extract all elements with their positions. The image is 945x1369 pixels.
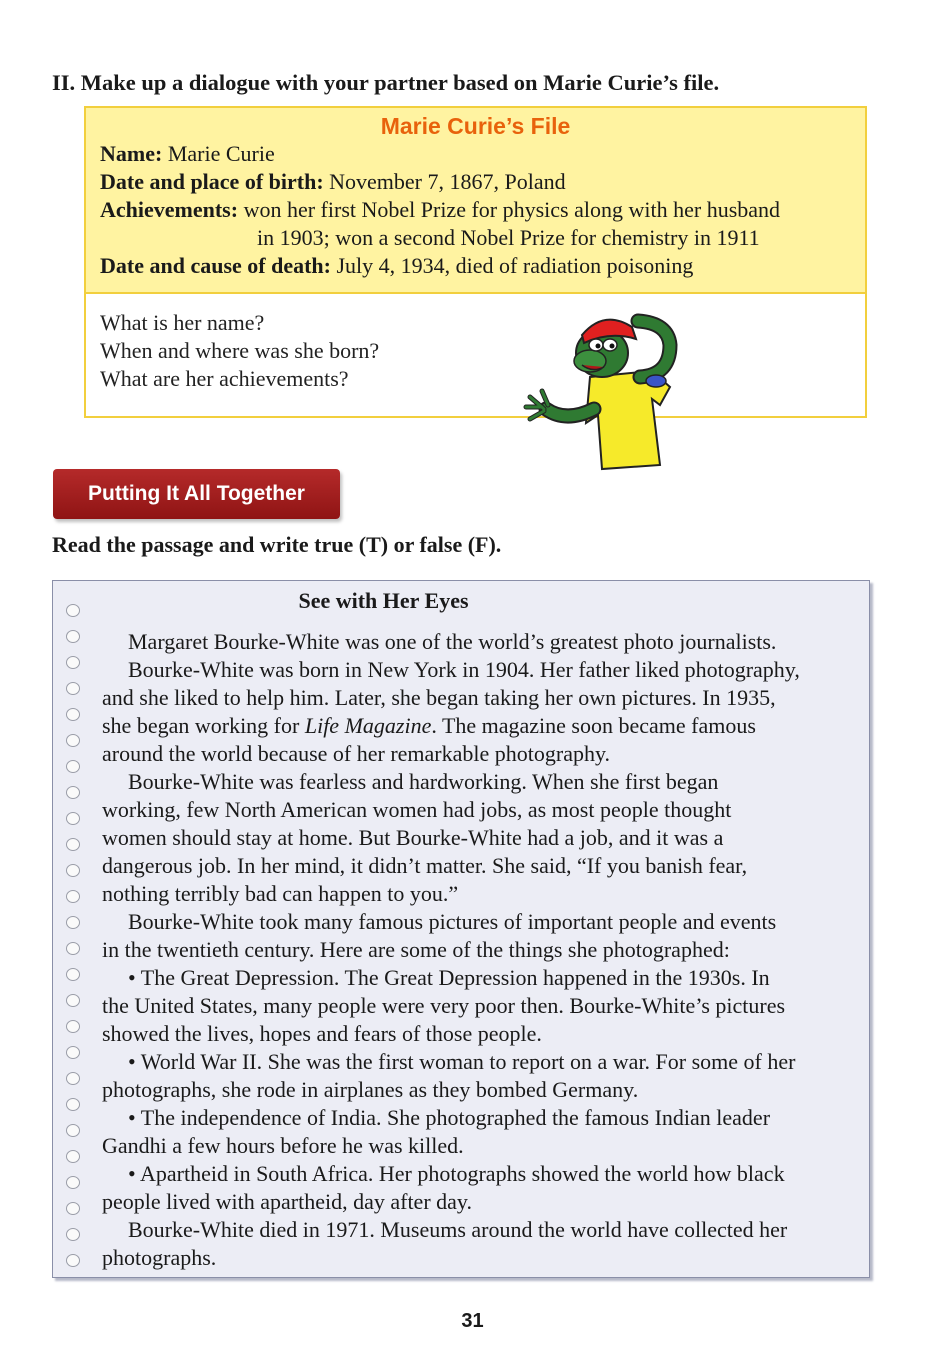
binder-ring [66,682,80,695]
binder-ring [66,1072,80,1085]
binder-ring [66,708,80,721]
passage-line: • The Great Depression. The Great Depression happened in the 1930s. In [128,965,770,990]
binder-ring [66,1124,80,1137]
passage-line: around the world because of her remarkable photography. [102,741,611,766]
passage-line: • World War II. She was the first woman to report on a war. For some of her [128,1049,796,1074]
question-achievements: What are her achievements? [100,366,349,391]
file-label-achievements: Achievements: [100,197,239,222]
passage-title: See with Her Eyes [298,588,469,613]
section-badge: Putting It All Together [53,469,340,519]
passage-line: Bourke-White was fearless and hardworking. When she first began [128,769,719,794]
binder-ring [66,1150,80,1163]
passage-line: photographs. [102,1245,217,1270]
passage-text: she began working for [102,713,305,738]
passage-line: dangerous job. In her mind, it didn’t matter. She said, “If you banish fear, [102,853,748,878]
binder-ring [66,630,80,643]
file-label-name: Name: [100,141,163,166]
binder-ring [66,812,80,825]
file-value-death: July 4, 1934, died of radiation poisoning [336,253,694,278]
passage-line: Bourke-White was born in New York in 1904. Her father liked photography, [128,657,800,682]
binder-ring [66,1020,80,1033]
binder-ring [66,786,80,799]
file-value-birth: November 7, 1867, Poland [329,169,566,194]
binder-ring [66,1228,80,1241]
passage-line: people lived with apartheid, day after day. [102,1189,472,1214]
passage-line [102,712,756,740]
magazine-title: Life Magazine [304,713,432,738]
file-value-achievements-cont: in 1903; won a second Nobel Prize for chemistry in 1911 [257,225,760,250]
binder-ring [66,734,80,747]
binder-ring [66,1254,80,1267]
binder-ring [66,760,80,773]
mascot-illustration [520,305,685,475]
passage-line: and she liked to help him. Later, she began taking her own pictures. In 1935, [102,685,776,710]
binder-ring [66,916,80,929]
binder-ring [66,864,80,877]
binder-ring [66,1098,80,1111]
file-value-name: Marie Curie [167,141,275,166]
exercise-heading: II. Make up a dialogue with your partner based on Marie Curie’s file. [52,70,720,95]
passage-line: Bourke-White took many famous pictures of important people and events [128,909,777,934]
file-row-birth [100,168,566,196]
passage-text: . The magazine soon became famous [431,713,756,738]
file-row-name [100,140,275,168]
file-row-death [100,252,693,280]
binder-ring [66,838,80,851]
passage-line: showed the lives, hopes and fears of those people. [102,1021,542,1046]
passage-line: Margaret Bourke-White was one of the world’s greatest photo journalists. [128,629,777,654]
passage-line: working, few North American women had jobs, as most people thought [102,797,732,822]
question-birth: When and where was she born? [100,338,380,363]
passage-line: nothing terribly bad can happen to you.” [102,881,459,906]
binder-ring [66,1202,80,1215]
question-name: What is her name? [100,310,265,335]
binder-ring [66,942,80,955]
file-label-death: Date and cause of death: [100,253,331,278]
file-title: Marie Curie’s File [380,113,571,139]
binder-ring [66,1046,80,1059]
binder-ring [66,890,80,903]
instruction: Read the passage and write true (T) or false (F). [52,532,502,557]
page-number: 31 [461,1310,484,1332]
file-row-achievements [100,196,780,224]
binder-ring [66,994,80,1007]
passage-line: Bourke-White died in 1971. Museums around the world have collected her [128,1217,788,1242]
passage-line: the United States, many people were very poor then. Bourke-White’s pictures [102,993,786,1018]
binder-ring [66,1176,80,1189]
passage-line: in the twentieth century. Here are some of the things she photographed: [102,937,730,962]
binder-ring [66,968,80,981]
passage-line: women should stay at home. But Bourke-White had a job, and it was a [102,825,724,850]
passage-line: Gandhi a few hours before he was killed. [102,1133,464,1158]
file-label-birth: Date and place of birth: [100,169,324,194]
passage-line: • The independence of India. She photographed the famous Indian leader [128,1105,771,1130]
file-value-achievements: won her first Nobel Prize for physics along with her husband [243,197,781,222]
passage-line: • Apartheid in South Africa. Her photographs showed the world how black [128,1161,785,1186]
binder-ring [66,656,80,669]
passage-line: photographs, she rode in airplanes as they bombed Germany. [102,1077,639,1102]
